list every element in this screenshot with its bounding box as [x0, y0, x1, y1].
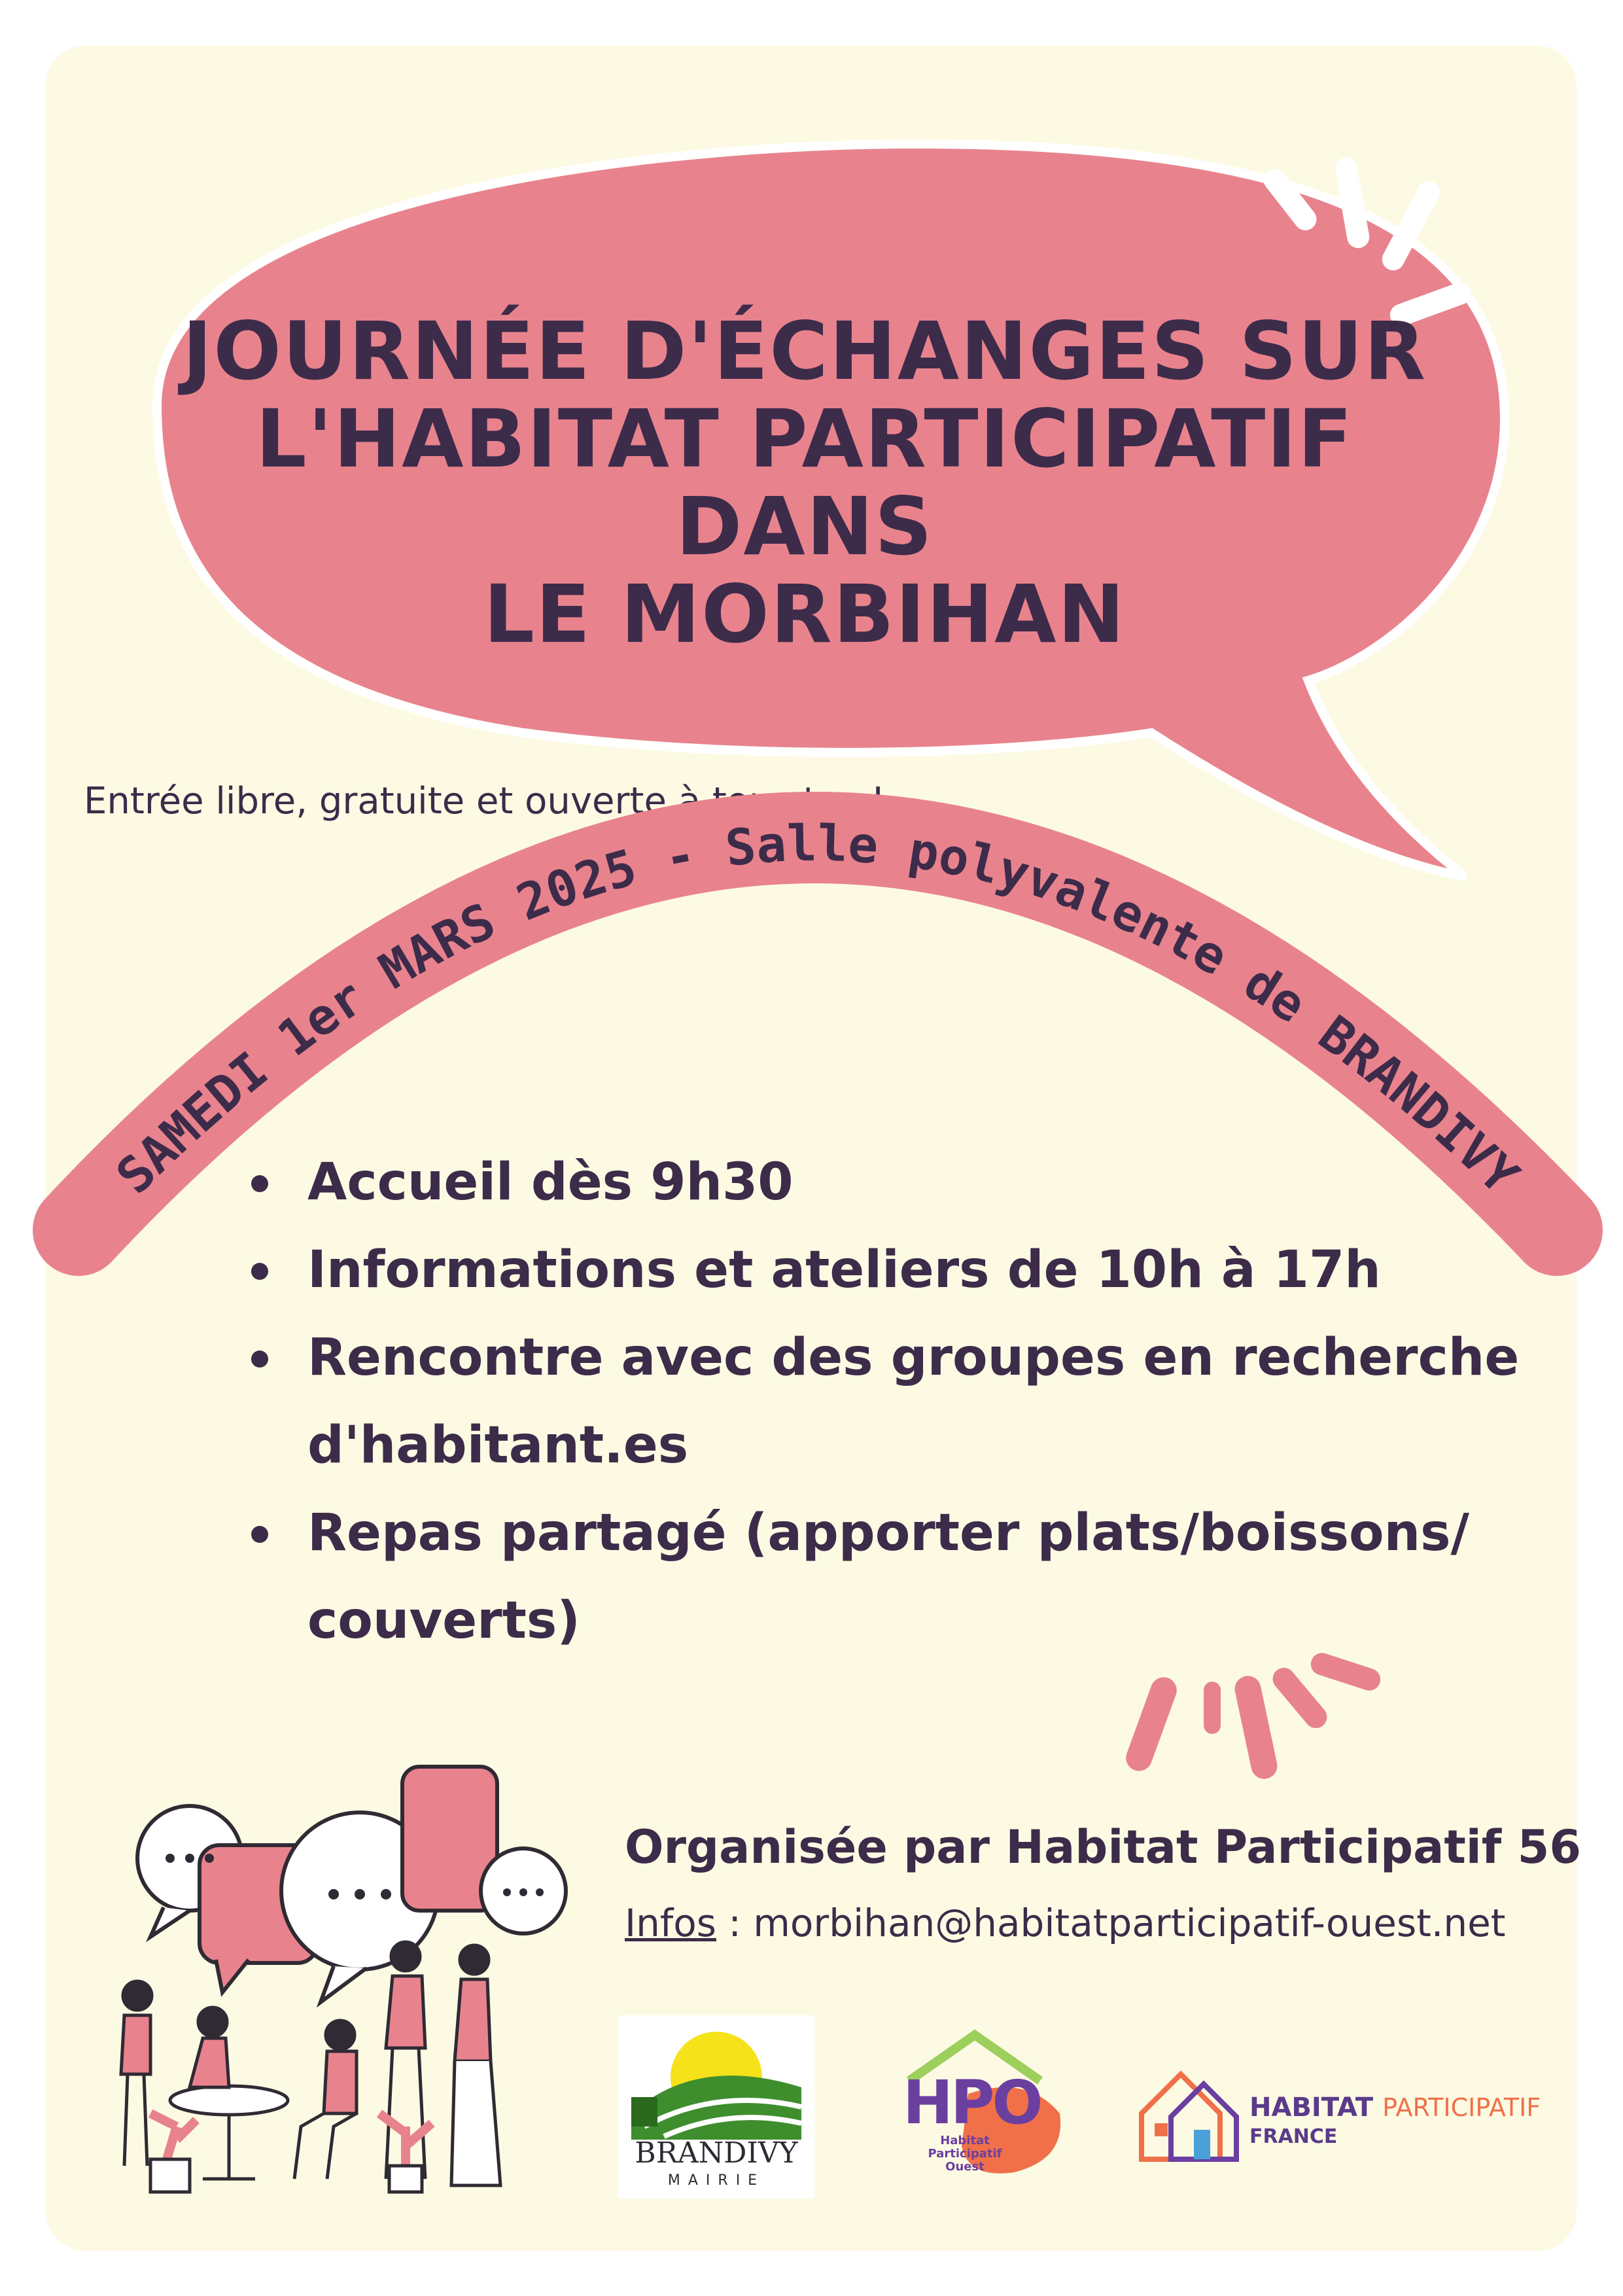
brandivy-name: BRANDIVY — [635, 2136, 798, 2170]
brandivy-logo — [618, 2015, 814, 2199]
program-item-continuation: d'habitant.es — [307, 1416, 689, 1475]
program-item: Accueil dès 9h30 — [242, 1139, 1519, 1226]
hpo-caption-line: Habitat — [940, 2134, 990, 2147]
infos-label: Infos — [625, 1901, 716, 1945]
arc-banner-label: SAMEDI 1er MARS 2025 - Salle polyvalente de BRANDIVY — [105, 813, 1530, 1205]
title-line-2: L'HABITAT PARTICIPATIF DANS — [255, 393, 1354, 573]
hpf-house-icon — [1132, 2055, 1243, 2166]
program-item-continuation: couverts) — [307, 1591, 580, 1650]
program-item: Rencontre avec des groupes en recherche — [242, 1314, 1519, 1402]
hpf-word-participatif: PARTICIPATIF — [1382, 2093, 1541, 2122]
brandivy-sub: MAIRIE — [667, 2172, 765, 2189]
hpf-title — [1249, 2093, 1541, 2123]
contact-info — [625, 1901, 1506, 1945]
hpo-caption-line: Ouest — [945, 2160, 985, 2174]
brandivy-logo-graphic — [618, 2015, 814, 2199]
entry-info: Entrée libre, gratuite et ouverte à tous.tes ! — [84, 780, 886, 822]
organizer-line: Organisée par Habitat Participatif 56 — [625, 1820, 1582, 1874]
hpo-caption — [909, 2134, 1021, 2174]
hpf-word-france: FRANCE — [1249, 2125, 1338, 2148]
hpo-logo — [870, 2022, 1079, 2192]
title-line-1: JOURNÉE D'ÉCHANGES SUR — [182, 305, 1427, 398]
program-item: Informations et ateliers de 10h à 17h — [242, 1226, 1519, 1314]
hpf-logo — [1132, 2055, 1577, 2172]
hpo-caption-line: Participatif — [928, 2147, 1002, 2161]
program-list — [242, 1139, 1519, 1665]
hpf-word-habitat: HABITAT — [1249, 2093, 1374, 2123]
sparkle-bottom-icon — [1125, 1636, 1387, 1793]
contact-email-link[interactable]: morbihan@habitatparticipatif-ouest.net — [753, 1901, 1506, 1945]
people-chatting-illustration — [98, 1760, 569, 2205]
title-line-3: LE MORBIHAN — [483, 568, 1126, 661]
infos-separator: : — [716, 1901, 754, 1945]
hpo-mark: HPO — [903, 2068, 1041, 2138]
program-item: Repas partagé (apporter plats/boissons/ — [242, 1489, 1519, 1577]
